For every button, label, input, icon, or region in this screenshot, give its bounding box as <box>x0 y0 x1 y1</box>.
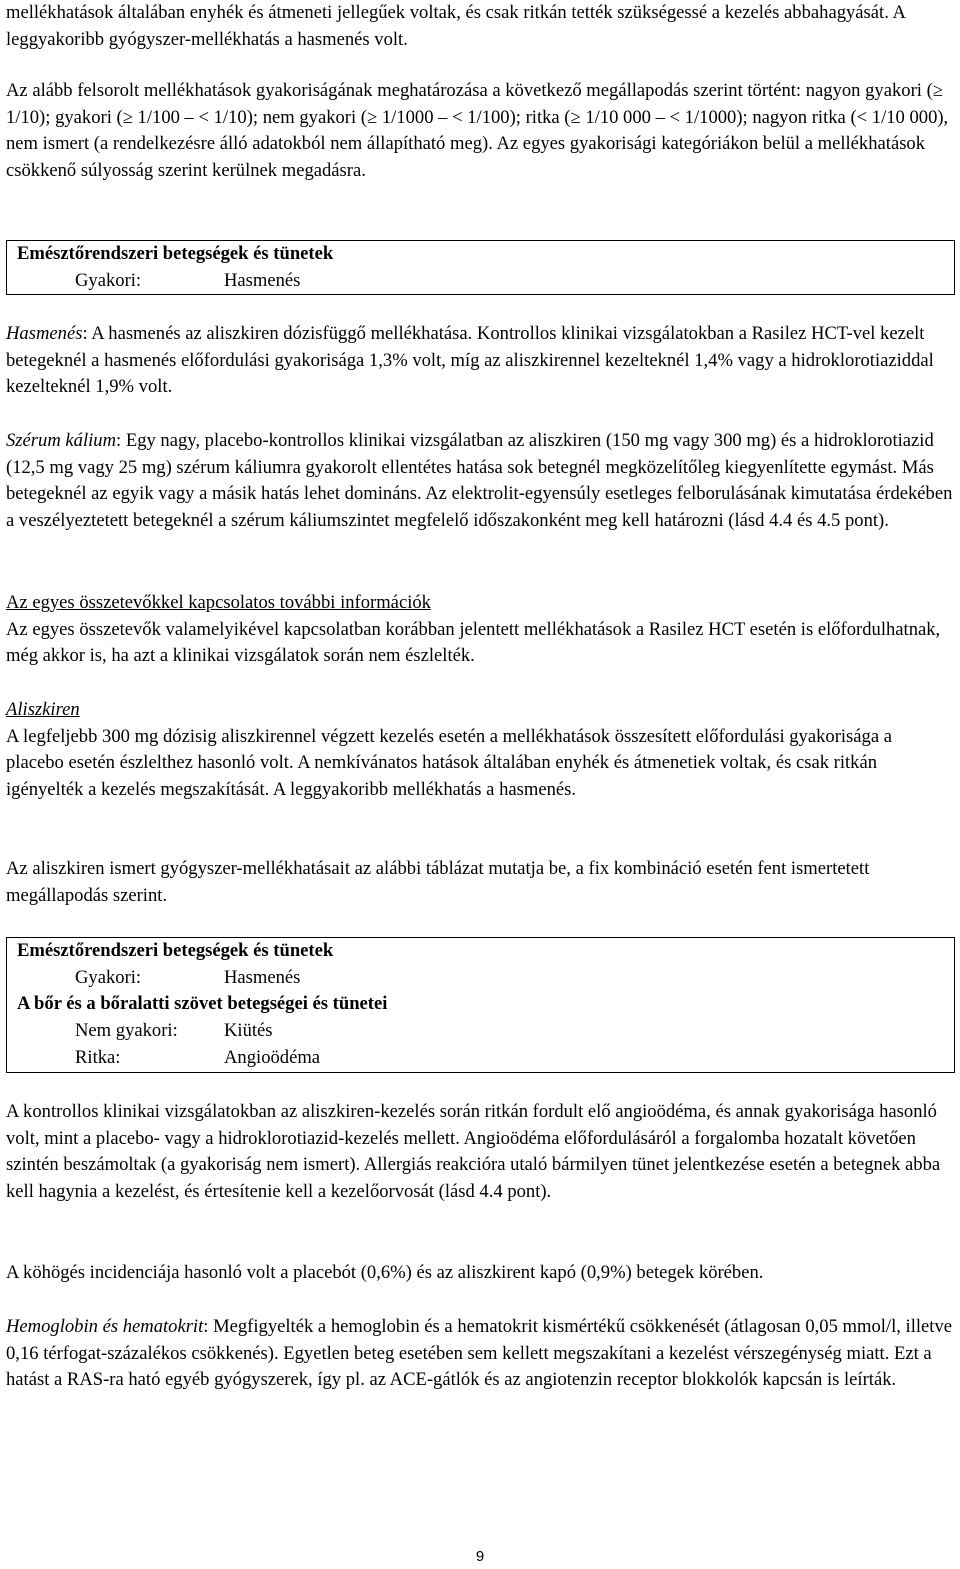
table2-group1-heading: Emésztőrendszeri betegségek és tünetek <box>17 940 334 961</box>
paragraph-cough: A köhögés incidenciája hasonló volt a placebót (0,6%) és az aliszkirent kapó (0,9%) betegek körében. <box>6 1262 764 1283</box>
table2-row-label: Ritka: <box>75 1046 121 1068</box>
table1-row-label: Gyakori: <box>75 269 142 291</box>
heading-components: Az egyes összetevőkkel kapcsolatos további információk <box>6 592 431 613</box>
table2-row-value: Hasmenés <box>224 966 301 988</box>
adverse-table-aliskiren <box>6 937 955 1073</box>
section-aliskiren <box>6 697 954 804</box>
paragraph-table2-intro: Az aliszkiren ismert gyógyszer-mellékhatásait az alábbi táblázat mutatja be, a fix kombináció esetén fent ismertetett megállapodás szerint. <box>6 858 870 906</box>
table2-group2-heading: A bőr és a bőralatti szövet betegségei és tünetei <box>17 993 388 1015</box>
paragraph-diarrhea <box>6 321 954 401</box>
page-number: 9 <box>475 1548 485 1565</box>
paragraph-frequency-convention: Az alább felsorolt mellékhatások gyakoriságának meghatározása a következő megállapodás szerint történt: nagyon gyakori (≥ 1/10); gyakori (≥ 1/100 – < 1/10); nem gyakori (≥ 1/1000 – < 1/100); ritka (≥ 1/10 000 – < 1/1000); nagyon ritka (< 1/10 000), nem ismert (a rendelkezésre álló adatokból nem állapítható meg). Az egyes gyakorisági kategóriákon belül a mellékhatások csökkenő súlyosság szerint kerülnek megadásra. <box>6 80 949 182</box>
text-diarrhea: : A hasmenés az aliszkiren dózisfüggő mellékhatása. Kontrollos klinikai vizsgálatokban a Rasilez HCT-vel kezelt betegeknél a hasmenés előfordulási gyakorisága 1,3% volt, míg az aliszkirennel kezelteknél 1,4% vagy a hidroklorotiaziddal kezelteknél 1,9% volt. <box>6 323 934 398</box>
term-hemoglobin: Hemoglobin és hematokrit <box>6 1316 204 1337</box>
table2-row-label: Nem gyakori: <box>75 1020 178 1042</box>
text-serum-potassium: : Egy nagy, placebo-kontrollos klinikai vizsgálatban az aliszkiren (150 mg vagy 300 mg) és a hidroklorotiazid (12,5 mg vagy 25 mg) szérum káliumra gyakorolt ellentétes hatása sok betegnél megközelítőleg kiegyenlítette egymást. Más betegeknél az egyik vagy a másik hatás lehet domináns. Az elektrolit-egyensúly esetleges felborulásának kimutatása érdekében a veszélyeztetett betegeknél a szérum káliumszintet megfelelő időszakonként meg kell határozni (lásd 4.4 és 4.5 pont). <box>6 430 953 532</box>
paragraph-hemoglobin <box>6 1314 954 1394</box>
text-aliskiren: A legfeljebb 300 mg dózisig aliszkirennel végzett kezelés esetén a mellékhatások összesített előfordulási gyakorisága a placebo esetén észlelthez hasonló volt. A nemkívánatos hatások általában enyhék és átmenetiek voltak, és csak ritkán igényelték a kezelés megszakítását. A leggyakoribb mellékhatás a hasmenés. <box>6 725 892 801</box>
paragraph-intro-continuation: mellékhatások általában enyhék és átmeneti jellegűek voltak, és csak ritkán tették szükségessé a kezelés abbahagyását. A leggyakoribb gyógyszer-mellékhatás a hasmenés volt. <box>6 2 905 50</box>
table1-row <box>17 268 944 295</box>
adverse-table-combination <box>6 240 955 295</box>
table2-row <box>17 1018 944 1045</box>
table2-row-value: Angioödéma <box>224 1046 321 1068</box>
table2-row-value: Kiütés <box>224 1020 273 1042</box>
section-components <box>6 590 954 670</box>
table1-heading: Emésztőrendszeri betegségek és tünetek <box>17 243 334 264</box>
text-components: Az egyes összetevők valamelyikével kapcsolatban korábban jelentett mellékhatások a Rasilez HCT esetén is előfordulhatnak, még akkor is, ha azt a klinikai vizsgálatok során nem észlelték. <box>6 618 941 667</box>
paragraph-angioedema: A kontrollos klinikai vizsgálatokban az aliszkiren-kezelés során ritkán fordult elő angioödéma, és annak gyakorisága hasonló volt, mint a placebo- vagy a hidroklorotiazid-kezelés mellett. Angioödéma előfordulásáról a forgalomba hozatalt követően szintén beszámoltak (a gyakoriság nem ismert). Allergiás reakcióra utaló bármilyen tünet jelentkezése esetén a betegnek abba kell hagynia a kezelést, és értesítenie kell a kezelőorvosát (lásd 4.4 pont). <box>6 1101 941 1203</box>
text-hemoglobin: : Megfigyelték a hemoglobin és a hematokrit kismértékű csökkenését (átlagosan 0,05 mmol/l, illetve 0,16 térfogat-százalékos csökkenés). Egyetlen beteg esetében sem kellett megszakítani a kezelést vérszegénység miatt. Ezt a hatást a RAS-ra ható egyéb gyógyszerek, így pl. az ACE-gátlók és az angiotenzin receptor blokkolók kapcsán is leírták. <box>6 1316 953 1391</box>
term-diarrhea: Hasmenés <box>6 323 83 344</box>
term-serum-potassium: Szérum kálium <box>6 430 117 451</box>
heading-aliskiren: Aliszkiren <box>6 699 80 720</box>
table2-row-label: Gyakori: <box>75 966 142 988</box>
table2-row <box>17 965 944 992</box>
paragraph-serum-potassium <box>6 428 954 535</box>
table1-row-value: Hasmenés <box>224 269 301 291</box>
table2-row <box>17 1045 944 1072</box>
